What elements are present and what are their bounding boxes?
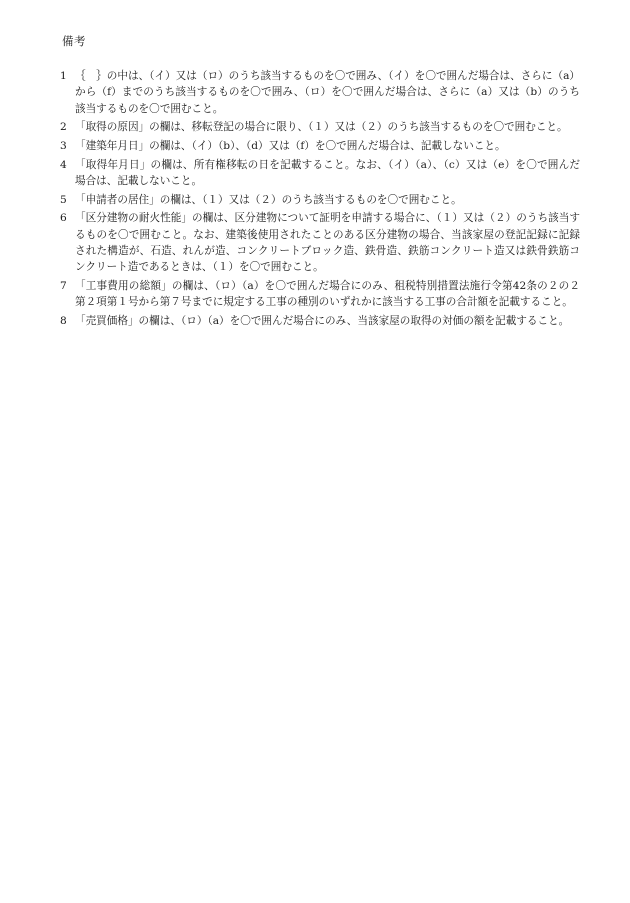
note-number: 8 — [60, 315, 67, 327]
note-item-3 — [60, 138, 580, 154]
note-text: 「売買価格」の欄は、（ロ）（a）を〇で囲んだ場合にのみ、当該家屋の取得の対価の額を記載すること。 — [75, 315, 570, 327]
note-item-4 — [60, 157, 580, 190]
note-text: 「申請者の居住」の欄は、（１）又は（２）のうち該当するものを〇で囲むこと。 — [75, 193, 462, 206]
note-item-5 — [60, 192, 580, 208]
notes-list — [60, 68, 580, 332]
note-item-1 — [60, 68, 580, 117]
note-number: 1 — [60, 70, 67, 82]
note-text: 「取得の原因」の欄は、移転登記の場合に限り、（１）又は（２）のうち該当するものを〇で囲むこと。 — [75, 121, 568, 134]
note-number: 6 — [60, 212, 67, 225]
note-text: ｛ ｝の中は、（イ）又は（ロ）のうち該当するものを〇で囲み、（イ）を〇で囲んだ場合は、さらに（a）から（f）までのうち該当するものを〇で囲み、（ロ）を〇で囲んだ場合は、さらに（a）又は（b）のうち該当するものを〇で囲むこと。 — [75, 70, 580, 115]
note-item-7 — [60, 278, 580, 311]
page-heading: 備考 — [62, 34, 86, 48]
note-number: 4 — [60, 158, 67, 171]
note-number: 2 — [60, 121, 67, 134]
note-text: 「建築年月日」の欄は、（イ）（b）、（d）又は（f）を〇で囲んだ場合は、記載しないこと。 — [75, 140, 506, 152]
note-item-8 — [60, 313, 580, 329]
note-text: 「区分建物の耐火性能」の欄は、区分建物について証明を申請する場合に、（１）又は（２）のうち該当するものを〇で囲むこと。なお、建築後使用されたことのある区分建物の場合、当該家屋の登記記録に記録された構造が、石造、れんが造、コンクリートブロック造、鉄骨造、鉄筋コンクリート造又は鉄骨鉄筋コンクリート造であるときは、（１）を〇で囲むこと。 — [75, 212, 580, 274]
note-number: 5 — [60, 193, 67, 206]
note-number: 7 — [60, 280, 67, 292]
note-number: 3 — [60, 140, 67, 152]
note-item-6 — [60, 210, 580, 276]
note-text: 「工事費用の総額」の欄は、（ロ）（a）を〇で囲んだ場合にのみ、租税特別措置法施行令第42条の２の２第２項第１号から第７号までに規定する工事の種別のいずれかに該当する工事の合計額を記載すること。 — [75, 280, 580, 309]
note-text: 「取得年月日」の欄は、所有権移転の日を記載すること。なお、（イ）（a）、（c）又は（e）を〇で囲んだ場合は、記載しないこと。 — [75, 158, 580, 187]
note-item-2 — [60, 119, 580, 135]
